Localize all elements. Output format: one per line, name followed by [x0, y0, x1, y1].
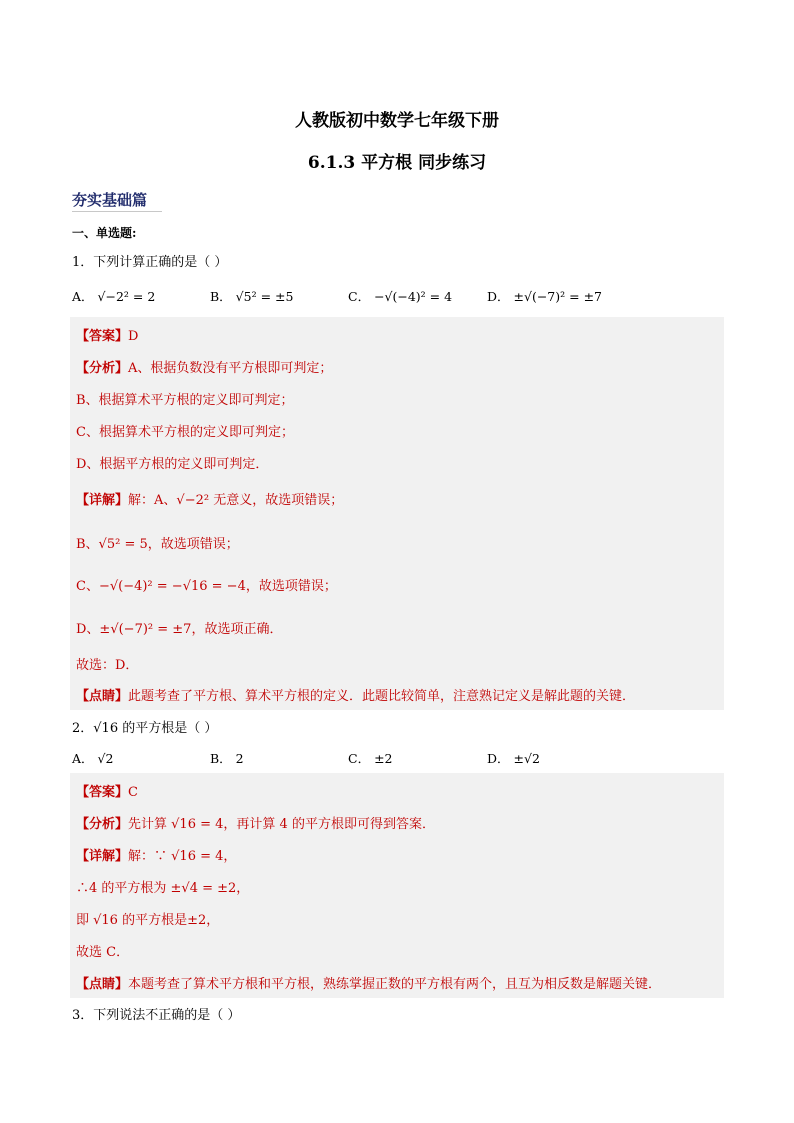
q2-detail-line-4: 故选 C． — [76, 945, 130, 960]
q1-detail-line-5: 故选：D． — [76, 658, 139, 673]
q1-analysis-line-2: B、根据算术平方根的定义即可判定； — [76, 393, 294, 408]
option-text: ±2 — [374, 751, 393, 766]
q1-analysis-line-1 — [76, 357, 332, 376]
q2-option-a — [72, 749, 113, 767]
question-3-stem: 3．下列说法不正确的是（ ） — [72, 1008, 241, 1023]
analysis-tag: 【分析】 — [76, 361, 129, 376]
q1-detail-line-4: D、±√(−7)² = ±7，故选项正确． — [76, 622, 283, 637]
detail-tag: 【详解】 — [76, 493, 129, 508]
option-text: −√(−4)² = 4 — [374, 289, 453, 304]
q2-detail-line-2: ∴4 的平方根为 ±√4 = ±2， — [76, 881, 250, 896]
detail-tag: 【详解】 — [76, 849, 129, 864]
answer-tag: 【答案】 — [76, 785, 129, 800]
q2-detail-line-3: 即 √16 的平方根是±2， — [76, 913, 220, 928]
comment-tag: 【点睛】 — [76, 977, 129, 992]
q1-option-a — [72, 287, 155, 305]
option-label: C． — [348, 289, 371, 304]
option-label: C． — [348, 751, 371, 766]
answer-tag: 【答案】 — [76, 329, 129, 344]
q2-analysis-line — [76, 813, 435, 832]
q1-comment-line — [76, 685, 635, 704]
document-subtitle: 6.1.3 平方根 同步练习 — [307, 153, 487, 173]
option-text: ±√2 — [513, 751, 540, 766]
q2-option-d — [487, 749, 540, 767]
q1-detail-line-3: C、−√(−4)² = −√16 = −4，故选项错误； — [76, 579, 337, 594]
option-text: √−2² = 2 — [97, 289, 156, 304]
document-title: 人教版初中数学七年级下册 — [295, 111, 499, 131]
section-underline — [72, 211, 162, 212]
q1-option-d — [487, 287, 602, 305]
q2-option-b — [210, 749, 244, 767]
q1-detail-line-2: B、√5² = 5，故选项错误； — [76, 537, 239, 552]
q1-answer-line — [76, 325, 138, 344]
comment-text: 本题考查了算术平方根和平方根，熟练掌握正数的平方根有两个，且互为相反数是解题关键． — [128, 977, 662, 992]
option-label: B． — [210, 289, 232, 304]
analysis-text: 先计算 √16 = 4，再计算 4 的平方根即可得到答案． — [128, 817, 435, 832]
q1-analysis-line-3: C、根据算术平方根的定义即可判定； — [76, 425, 294, 440]
comment-tag: 【点睛】 — [76, 689, 129, 704]
q2-answer-line — [76, 781, 138, 800]
option-label: B． — [210, 751, 232, 766]
q1-detail-line-1 — [76, 489, 343, 508]
q1-option-c — [348, 287, 452, 305]
option-text: 2 — [235, 751, 244, 766]
answer-value: D — [128, 329, 139, 344]
option-text: ±√(−7)² = ±7 — [513, 289, 602, 304]
q2-detail-line-1 — [76, 845, 236, 864]
option-text: √5² = ±5 — [235, 289, 294, 304]
q1-option-b — [210, 287, 293, 305]
question-2-stem: 2．√16 的平方根是（ ） — [72, 721, 218, 736]
q1-analysis-line-4: D、根据平方根的定义即可判定． — [76, 457, 269, 472]
q1-answer-panel — [70, 317, 724, 710]
comment-text: 此题考查了平方根、算术平方根的定义．此题比较简单，注意熟记定义是解此题的关键． — [128, 689, 636, 704]
answer-value: C — [128, 785, 138, 800]
q2-answer-panel — [70, 773, 724, 998]
option-text: √2 — [97, 751, 114, 766]
q2-comment-line — [76, 973, 661, 992]
option-label: D． — [487, 289, 510, 304]
question-1-stem: 1．下列计算正确的是（ ） — [72, 255, 228, 270]
detail-text: 解：A、√−2² 无意义，故选项错误； — [128, 493, 344, 508]
question-type-heading: 一、单选题: — [72, 226, 137, 240]
analysis-text: A、根据负数没有平方根即可判定； — [128, 361, 333, 376]
analysis-tag: 【分析】 — [76, 817, 129, 832]
option-label: A． — [72, 289, 94, 304]
option-label: A． — [72, 751, 94, 766]
section-heading: 夯实基础篇 — [72, 191, 148, 209]
detail-text: 解：∵ √16 = 4， — [128, 849, 237, 864]
option-label: D． — [487, 751, 510, 766]
q2-option-c — [348, 749, 393, 767]
